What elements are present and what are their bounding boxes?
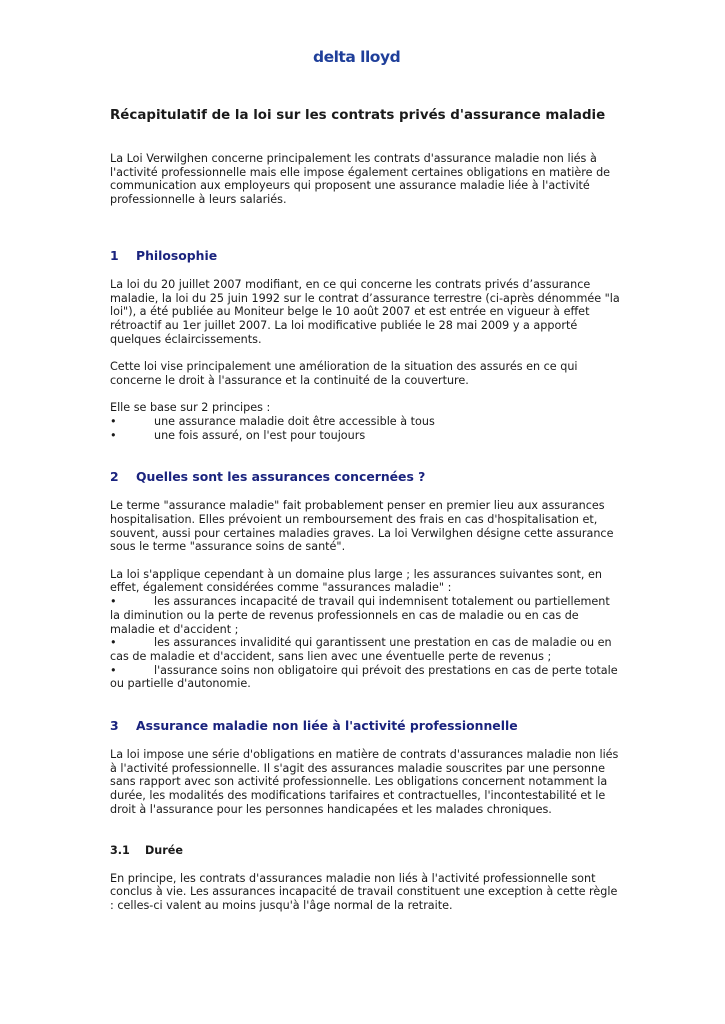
section-3-heading [110, 718, 620, 734]
section-2-paragraph-2: La loi s'applique cependant à un domaine plus large ; les assurances suivantes sont, en effet, également considérées comme "assurances maladie" : [110, 567, 603, 595]
section-3-1-paragraph-1: En principe, les contrats d'assurances maladie non liés à l'activité professionnelle sont conclus à vie. Les assurances incapacité de travail constituent une exception à cette règle : celles-ci valent au moins jusqu'à l'âge normal de la retraite. [110, 871, 618, 912]
bullet-icon: • [110, 636, 117, 650]
section-1-heading [110, 248, 620, 264]
section-number: 3 [110, 718, 119, 734]
section-3-paragraph-1: La loi impose une série d'obligations en matière de contrats d'assurances maladie non liés à l'activité professionnelle. Il s'agit des assurances maladie souscrites par une personne sans rapport avec son activité professionnelle. Les obligations concernent notamment la durée, les modalités des modifications tarifaires et contractuelles, l'incontestabilité et le droit à l'assurance pour les personnes handicapées et les malades chroniques. [110, 748, 619, 816]
document-title: Récapitulatif de la loi sur les contrats privés d'assurance maladie [110, 108, 606, 123]
bullet-icon: • [110, 414, 117, 428]
section-1-bullet-list [110, 415, 620, 442]
bullet-icon: • [110, 595, 117, 609]
list-item: • les assurances invalidité qui garantissent une prestation en cas de maladie ou en cas de maladie et d'accident, sans lien avec une éventuelle perte de revenus ; [110, 636, 612, 663]
list-item: • une assurance maladie doit être accessible à tous [110, 414, 435, 428]
list-item: • une fois assuré, on l'est pour toujours [110, 428, 366, 442]
section-title: Philosophie [136, 247, 218, 263]
section-2-paragraph-1: Le terme "assurance maladie" fait probablement penser en premier lieu aux assurances hospitalisation. Elles prévoient un remboursement des frais en cas d'hospitalisation et, souvent, aussi pour certaines maladies graves. La loi Verwilghen désigne cette assurance sous le terme "assurance soins de santé". [110, 499, 614, 554]
section-number: 2 [110, 469, 119, 485]
section-title: Durée [145, 843, 183, 857]
bullet-icon: • [110, 428, 117, 442]
bullet-icon: • [110, 663, 117, 677]
list-item: • l'assurance soins non obligatoire qui prévoit des prestations en cas de perte totale ou partielle d'autonomie. [110, 663, 618, 691]
section-title: Quelles sont les assurances concernées ? [136, 469, 426, 485]
document-body [110, 107, 620, 913]
section-number: 3.1 [110, 843, 130, 857]
section-1-paragraph-3: Elle se base sur 2 principes : [110, 401, 271, 415]
section-1-paragraph-1: La loi du 20 juillet 2007 modifiant, en ce qui concerne les contrats privés d’assurance maladie, la loi du 25 juin 1992 sur le contrat d’assurance terrestre (ci-après dénommée "la loi"), a été publiée au Moniteur belge le 10 août 2007 et est entrée en vigueur à effet rétroactif au 1er juillet 2007. La loi modificative publiée le 28 mai 2009 y a apporté quelques éclaircissements. [110, 277, 620, 346]
list-item: • les assurances incapacité de travail qui indemnisent totalement ou partiellement la diminution ou la perte de revenus professionnels en cas de maladie ou en cas de maladie et d'accident ; [110, 595, 610, 636]
section-number: 1 [110, 247, 119, 263]
section-1-paragraph-2: Cette loi vise principalement une amélioration de la situation des assurés en ce qui concerne le droit à l'assurance et la continuité de la couverture. [110, 360, 578, 387]
section-2-heading [110, 469, 620, 485]
intro-paragraph: La Loi Verwilghen concerne principalement les contrats d'assurance maladie non liés à l'activité professionnelle mais elle impose également certaines obligations en matière de communication aux employeurs qui proposent une assurance maladie liée à l'activité professionnelle à leurs salariés. [110, 152, 611, 207]
brand-logo: delta lloyd [313, 48, 401, 66]
section-title: Assurance maladie non liée à l'activité professionnelle [136, 718, 518, 734]
section-2-bullet-list [110, 595, 620, 691]
section-3-1-heading [110, 844, 620, 858]
